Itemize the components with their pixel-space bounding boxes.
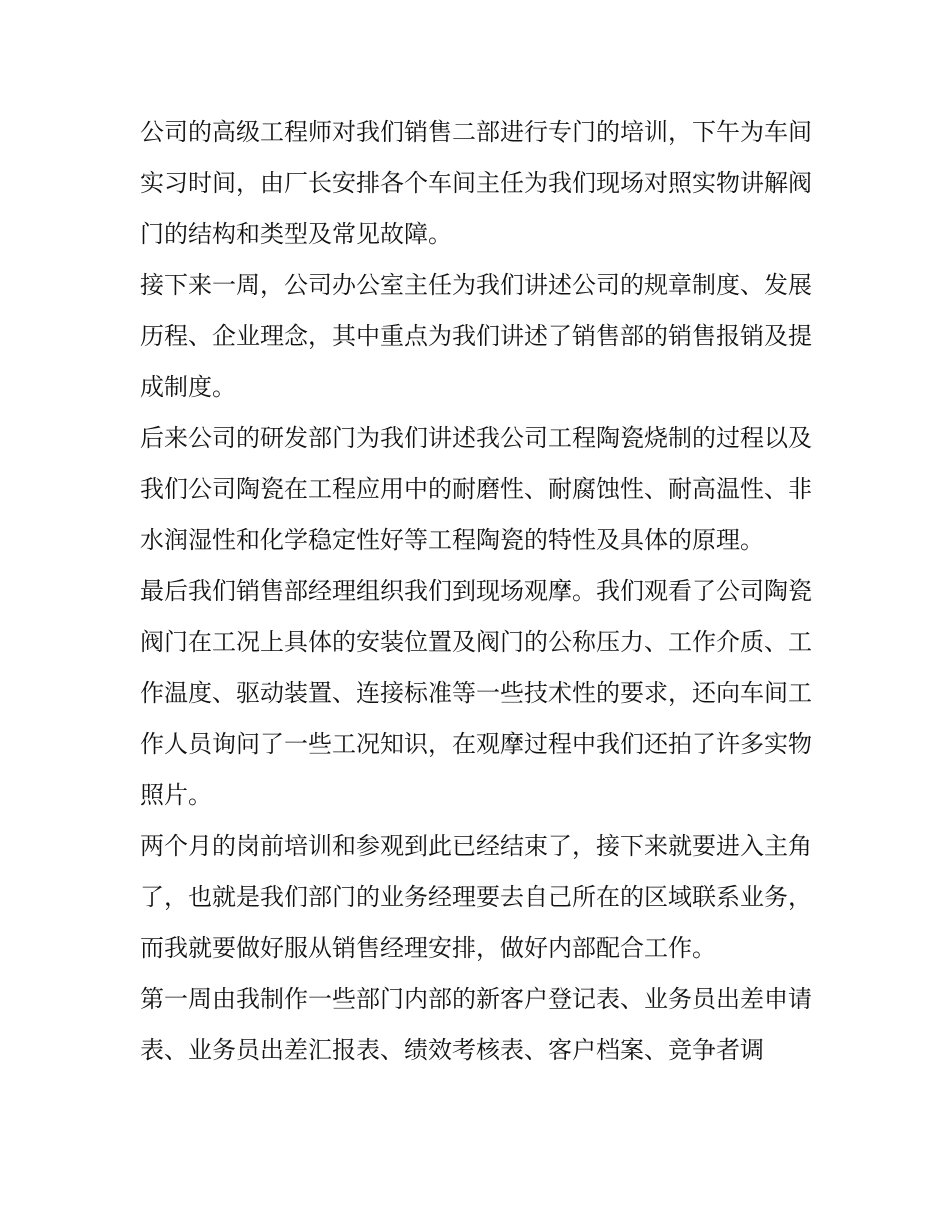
paragraph-training-complete: 两个月的岗前培训和参观到此已经结束了，接下来就要进入主角了，也就是我们部门的业务经理要去自己所在的区域联系业务，而我就要做好服从销售经理安排，做好内部配合工作。 [140,832,812,962]
paragraph-ceramics-rnd: 后来公司的研发部门为我们讲述我公司工程陶瓷烧制的过程以及我们公司陶瓷在工程应用中的耐磨性、耐腐蚀性、耐高温性、非水润湿性和化学稳定性好等工程陶瓷的特性及具体的原理。 [140,424,812,554]
paragraph-company-rules: 接下来一周，公司办公室主任为我们讲述公司的规章制度、发展历程、企业理念，其中重点为我们讲述了销售部的销售报销及提成制度。 [140,271,812,401]
paragraph-site-visit: 最后我们销售部经理组织我们到现场观摩。我们观看了公司陶瓷阀门在工况上具体的安装位置及阀门的公称压力、工作介质、工作温度、驱动装置、连接标准等一些技术性的要求，还向车间工作人员询问了一些工况知识，在观摩过程中我们还拍了许多实物照片。 [140,577,812,809]
paragraph-first-week: 第一周由我制作一些部门内部的新客户登记表、业务员出差申请表、业务员出差汇报表、绩效考核表、客户档案、竞争者调 [140,985,812,1064]
paragraph-training: 公司的高级工程师对我们销售二部进行专门的培训，下午为车间实习时间，由厂长安排各个车间主任为我们现场对照实物讲解阀门的结构和类型及常见故障。 [140,118,812,248]
document-body [140,107,812,1076]
